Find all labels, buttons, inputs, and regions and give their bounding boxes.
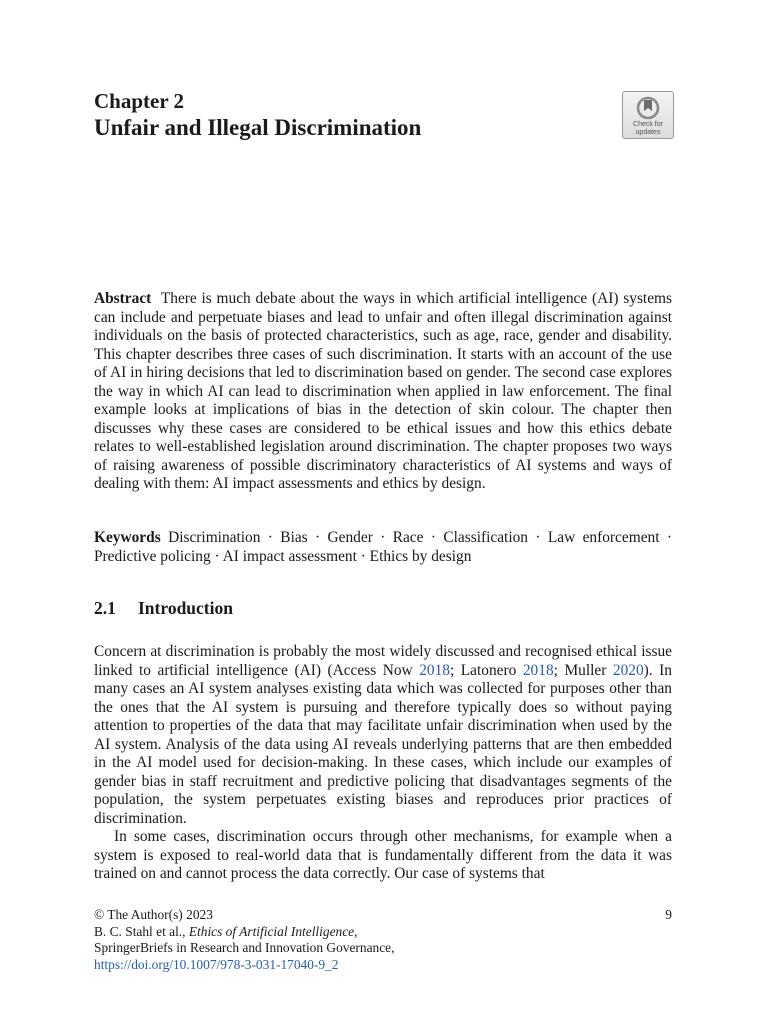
paragraph-1 (94, 643, 672, 828)
bookmark-ring-icon (635, 96, 661, 120)
footer-citation (94, 924, 672, 941)
paragraph-2: In some cases, discrimination occurs through other mechanisms, for example when a system is exposed to real-world data that is fundamentally different from the data it was trained on and cannot process the data correctly. Our case of systems that (94, 828, 672, 882)
footer-authors: B. C. Stahl et al., (94, 923, 189, 939)
check-for-updates-badge[interactable] (622, 91, 674, 139)
page-number: 9 (665, 907, 672, 922)
keywords-label: Keywords (94, 529, 161, 546)
section-heading (94, 597, 233, 619)
body-text (94, 643, 672, 884)
chapter-title: Unfair and Illegal Discrimination (94, 115, 422, 140)
page (94, 0, 672, 1024)
section-title: Introduction (138, 598, 233, 618)
chapter-label: Chapter 2 (94, 89, 185, 113)
abstract-label: Abstract (94, 290, 152, 307)
badge-line-2: updates (635, 129, 661, 136)
footer-book-title: Ethics of Artificial Intelligence (188, 923, 355, 939)
citation-muller-2020[interactable]: 2020 (612, 661, 644, 679)
footer-copyright: © The Author(s) 2023 (94, 907, 213, 922)
abstract (94, 290, 672, 494)
footer (94, 907, 672, 973)
badge-line-1: Check for (633, 121, 663, 128)
keywords-text: Discrimination · Bias · Gender · Race · Classification · Law enforcement · Predictive policing · AI impact assessment · Ethics by design (94, 529, 672, 565)
para1-s4: ). In many cases an AI system analyses existing data which was collected for purposes other than the ones that the AI system is pursuing and therefore typically does so without paying attention to properties of the data that may facilitate unfair discrimination when used by the AI system. Analysis of the data using AI reveals underlying patterns that are then embedded in the AI model used for decision-making. In these cases, which include our examples of gender bias in staff recruitment and predictive policing that disadvantages segments of the population, the system perpetuates existing biases and reproduces prior practices of discrimination. (94, 661, 672, 827)
citation-access-now-2018[interactable]: 2018 (419, 661, 450, 679)
citation-latonero-2018[interactable]: 2018 (522, 661, 554, 679)
para1-s3: ; Muller (553, 661, 613, 679)
footer-series: SpringerBriefs in Research and Innovation Governance, (94, 940, 395, 956)
footer-book-suffix: , (354, 923, 358, 939)
footer-doi-link[interactable]: https://doi.org/10.1007/978-3-031-17040-9_2 (94, 956, 339, 972)
abstract-text: There is much debate about the ways in which artificial intelligence (AI) systems can include and perpetuate biases and lead to unfair and often illegal discrimination against individuals on the basis of protected characteristics, such as age, race, gender and disability. This chapter describes three cases of such discrimination. It starts with an account of the use of AI in hiring decisions that led to discrimination based on gender. The second case explores the way in which AI can lead to discrimination when applied in law enforcement. The final example looks at implications of bias in the detection of skin colour. The chapter then discusses why these cases are considered to be ethical issues and how this ethics debate relates to well-established legislation around discrimination. The chapter proposes two ways of raising awareness of possible discriminatory characteristics of AI systems and ways of dealing with them: AI impact assessments and ethics by design. (94, 290, 673, 492)
para1-s2: ; Latonero (449, 661, 523, 679)
section-number: 2.1 (94, 598, 116, 618)
keywords (94, 529, 672, 566)
para1-s1: Concern at discrimination is probably the most widely discussed and recognised ethical issue linked to artificial intelligence (AI) (Access Now (94, 643, 672, 679)
